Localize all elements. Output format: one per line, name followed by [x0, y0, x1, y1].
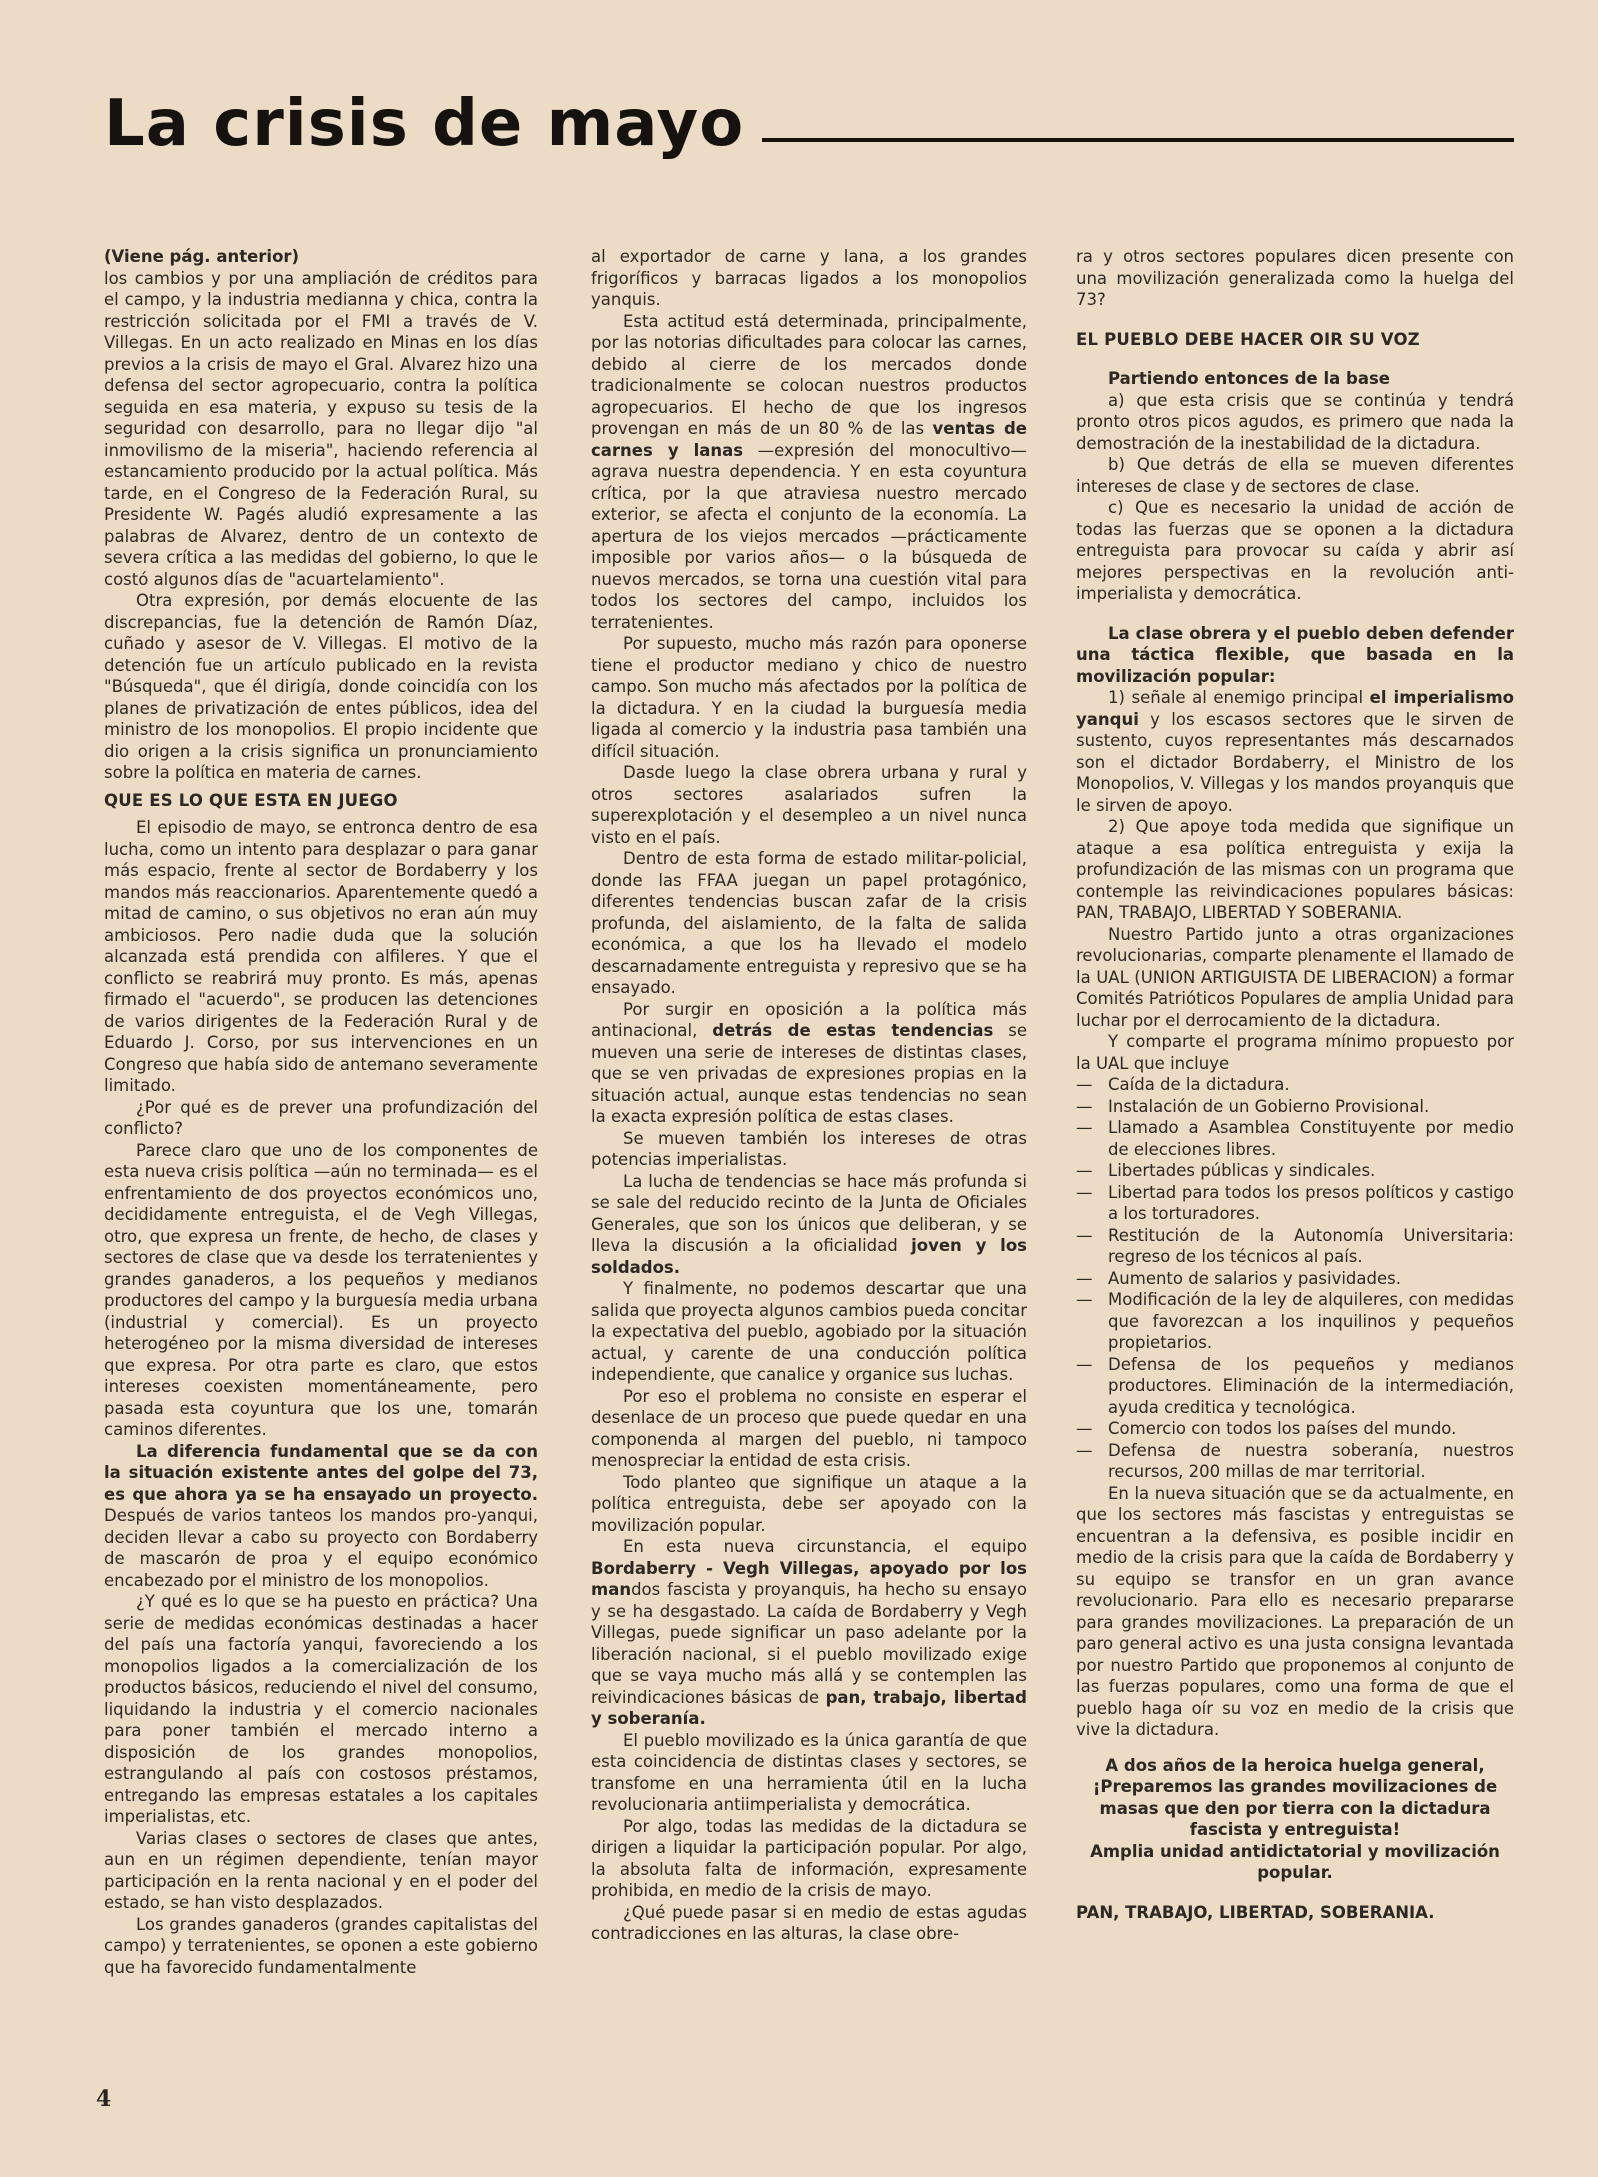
paragraph: [1076, 687, 1514, 816]
list-item: — Defensa de nuestra soberanía, nuestros recursos, 200 millas de mar territorial.: [1076, 1440, 1514, 1483]
text: y los escasos sectores que le sirven de sustento, cuyos representantes más descarnados son el dictador Bordaberry, el Ministro de los Monopolios, V. Villegas y los mandos proyanquis que le sirven de apoyo.: [1076, 709, 1514, 815]
list-item: — Libertad para todos los presos políticos y castigo a los torturadores.: [1076, 1182, 1514, 1225]
paragraph: c) Que es necesario la unidad de acción de todas las fuerzas que se oponen a la dictadura entreguista para provocar su caída y abrir así mejores perspectivas en la revolución anti-imperialista y democrática.: [1076, 498, 1514, 603]
continued-note: (Viene pág. anterior): [104, 247, 300, 266]
paragraph: Se mueven también los intereses de otras potencias imperialistas.: [591, 1128, 1027, 1169]
title-block: [104, 66, 1514, 161]
text: se mueven una serie de intereses de distintas clases, que se ven privadas de expresiones propias en la situación actual, aunque estas tendencias no sean la exacta expresión política de estas clases.: [591, 1021, 1027, 1126]
paragraph: El pueblo movilizado es la única garantía de que esta coincidencia de distintas clases y sectores, se transfome en una herramienta útil en la lucha revolucionaria antiimperialista y democrática.: [591, 1730, 1027, 1814]
paragraph: [591, 999, 1027, 1128]
paragraph: [104, 1441, 538, 1592]
bold-text: el imperialismo yanqui: [1076, 688, 1514, 729]
bold-text: Bordaberry - Vegh Villegas, apoyado por los man: [591, 1558, 1027, 1599]
text: La lucha de tendencias se hace más profunda si se sale del reducido recinto de la Junta de Oficiales Generales, que son los únicos que deliberan, y se lleva la discusión a la oficialidad: [591, 1171, 1027, 1255]
page-number: 4: [96, 2086, 112, 2112]
subheading: Partiendo entonces de la base: [1108, 369, 1390, 388]
closing-line: ¡Preparemos las grandes movilizaciones de masas que den por tierra con la dictadura fascista y entreguista!: [1092, 1777, 1498, 1839]
text: Después de varios tanteos los mandos pro-yanqui, deciden llevar a cabo su proyecto con Bordaberry de mascarón de proa y el equipo económico encabezado por el ministro de los monopolios.: [104, 1506, 538, 1590]
paragraph: ra y otros sectores populares dicen presente con una movilización generalizada como la huelga del 73?: [1076, 247, 1514, 309]
paragraph: [591, 311, 1027, 634]
text: Por surgir en oposición a la política más antinacional,: [591, 999, 1027, 1040]
section-heading: QUE ES LO QUE ESTA EN JUEGO: [104, 790, 398, 810]
paragraph: En la nueva situación que se da actualmente, en que los sectores más fascistas y entreguistas se encuentran a la defensiva, es posible incidir en medio de la crisis para que la caída de Bordaberry y su equipo se transfor en un gran avance revolucionario. Para ello es necesario prepararse para grandes movilizaciones. La preparación de un paro general activo es una justa consigna levantada por nuestro Partido que proponemos al conjunto de las fuerzas populares, como una forma de que el pueblo haga oír su voz en medio de la crisis que vive la dictadura.: [1076, 1483, 1514, 1739]
paragraph: El episodio de mayo, se entronca dentro de esa lucha, como un intento para desplazar o para ganar más espacio, frente al sector de Bordaberry y los mandos más reaccionarios. Aparentemente quedó a mitad de camino, o sus objetivos no eran aún muy ambiciosos. Pero nadie duda que la solución alcanzada está prendida con alfileres. Y que el conflicto se reabrirá muy pronto. Es más, apenas firmado el "acuerdo", se producen las detenciones de varios dirigentes de la Federación Rural y de Eduardo J. Corso, por sus intervenciones en un Congreso que había sido de antemano severamente limitado.: [104, 818, 538, 1095]
list-item: — Restitución de la Autonomía Universitaria: regreso de los técnicos al país.: [1076, 1225, 1514, 1268]
title-rule: [762, 138, 1514, 142]
bold-text: pan, trabajo, libertad y soberanía.: [591, 1687, 1027, 1728]
list-item: — Comercio con todos los países del mundo.: [1076, 1418, 1514, 1440]
list-item: — Instalación de un Gobierno Provisional.: [1076, 1096, 1514, 1118]
paragraph: a) que esta crisis que se continúa y tendrá pronto otros picos agudos, es primero que nada la demostración de la inestabilidad de la dictadura.: [1076, 390, 1514, 453]
program-list: [1076, 1074, 1514, 1483]
paragraph: Por supuesto, mucho más razón para oponerse tiene el productor mediano y chico de nuestro campo. Son mucho más afectados por la política de la dictadura. Y en la ciudad la burguesía media ligada al comercio y la industria pasa también una difícil situación.: [591, 634, 1027, 761]
paragraph: Nuestro Partido junto a otras organizaciones revolucionarias, comparte plenamente el llamado de la UAL (UNION ARTIGUISTA DE LIBERACION) a formar Comités Patrióticos Populares de amplia Unidad para luchar por el derrocamiento de la dictadura.: [1076, 924, 1514, 1030]
paragraph: Por algo, todas las medidas de la dictadura se dirigen a liquidar la participación popular. Por algo, la absoluta falta de información, expresamente prohibida, en medio de la crisis de mayo.: [591, 1816, 1027, 1900]
list-item: — Modificación de la ley de alquileres, con medidas que favorezcan a los inquilinos y pequeños propietarios.: [1076, 1289, 1514, 1354]
paragraph: Dentro de esta forma de estado militar-policial, donde las FFAA juegan un papel protagónico, diferentes tendencias buscan zafar de la crisis profunda, del aislamiento, de la falta de salida económica, a que los ha llevado el modelo descarnadamente entreguista y represivo que se ha ensayado.: [591, 849, 1027, 997]
paragraph: al exportador de carne y lana, a los grandes frigoríficos y barracas ligados a los monopolios yanquis.: [591, 247, 1027, 309]
paragraph: ¿Por qué es de prever una profundización del conflicto?: [104, 1097, 538, 1138]
paragraph: Todo planteo que signifique un ataque a la política entreguista, debe ser apoyado con la movilización popular.: [591, 1472, 1027, 1535]
column-2: [591, 246, 1027, 1945]
paragraph: ¿Qué puede pasar si en medio de estas agudas contradicciones en las alturas, la clase obre-: [591, 1902, 1027, 1943]
text: —expresión del monocultivo— agrava nuestra dependencia. Y en esta coyuntura crítica, por la que atraviesa nuestro mercado exterior, se afecta el conjunto de la economía. La apertura de los viejos mercados —prácticamente imposible por varios años— o la búsqueda de nuevos mercados, se torna una cuestión vital para todos los sectores del campo, incluidos los terratenientes.: [591, 440, 1027, 632]
closing-line: PAN, TRABAJO, LIBERTAD, SOBERANIA.: [1076, 1902, 1435, 1922]
text: En esta nueva circunstancia, el equipo: [623, 1537, 1027, 1556]
list-item: — Defensa de los pequeños y medianos productores. Eliminación de la intermediación, ayuda creditica y tecnológica.: [1076, 1354, 1514, 1419]
closing-line: Amplia unidad antidictatorial y movilización popular.: [1090, 1841, 1500, 1882]
bold-text: joven y los soldados.: [591, 1236, 1027, 1277]
bold-text: ventas de carnes y lanas: [591, 419, 1027, 460]
bold-text: detrás de estas tendencias: [712, 1021, 994, 1040]
paragraph: Los grandes ganaderos (grandes capitalistas del campo) y terratenientes, se oponen a este gobierno que ha favorecido fundamentalmente: [104, 1914, 538, 1977]
list-item: — Caída de la dictadura.: [1076, 1074, 1514, 1096]
paragraph: 2) Que apoye toda medida que signifique un ataque a esa política entreguista y exija la profundización de las mismas con un programa que contemple las reivindicaciones populares básicas: PAN, TRABAJO, LIBERTAD Y SOBERANIA.: [1076, 817, 1514, 922]
list-item: — Llamado a Asamblea Constituyente por medio de elecciones libres.: [1076, 1117, 1514, 1160]
list-item: — Libertades públicas y sindicales.: [1076, 1160, 1514, 1182]
page-title: La crisis de mayo: [104, 87, 745, 161]
paragraph: [591, 1536, 1027, 1730]
text: dos fascista y proyanquis, ha hecho su ensayo y se ha desgastado. La caída de Bordaberry y Vegh Villegas, puede significar un paso adelante por la liberación nacional, si el pueblo movilizado exige que se vaya mucho más allá y se contemplen las reivindicaciones básicas de: [591, 1580, 1027, 1707]
paragraph: Y finalmente, no podemos descartar que una salida que proyecta algunos cambios pueda concitar la expectativa del pueblo, agobiado por la situación actual, y carente de una conducción política independiente, que canalice y organice sus luchas.: [591, 1279, 1027, 1384]
column-3: [1076, 246, 1514, 1923]
paragraph: b) Que detrás de ella se mueven diferentes intereses de clase y de sectores de clase.: [1076, 455, 1514, 496]
paragraph: Dasde luego la clase obrera urbana y rural y otros sectores asalariados sufren la superexplotación y el desempleo a un nivel nunca visto en el país.: [591, 763, 1027, 847]
paragraph: [591, 1171, 1027, 1279]
paragraph: ¿Y qué es lo que se ha puesto en práctica? Una serie de medidas económicas destinadas a hacer del país una factoría yanqui, favoreciendo a los monopolios ligados a la comercialización de los productos básicos, reduciendo el nivel del consumo, liquidando la industria y el comercio nacionales para poner también el mercado interno a disposición de los grandes monopolios, estrangulando al país con costosos préstamos, entregando las empresas estatales a los capitales imperialistas, etc.: [104, 1592, 538, 1826]
paragraph: Y comparte el programa mínimo propuesto por la UAL que incluye: [1076, 1032, 1514, 1073]
paragraph: los cambios y por una ampliación de créditos para el campo, y la industria medianna y chica, contra la restricción solicitada por el FMI a través de V. Villegas. En un acto realizado en Minas en los días previos a la crisis de mayo el Gral. Alvarez hizo una defensa del sector agropecuario, contra la política seguida en esa materia, y expuso su tesis de la seguridad con desarrollo, para no llegar dijo "al inmovilismo de la miseria", haciendo referencia al estancamiento producido por la actual política. Más tarde, en el Congreso de la Federación Rural, su Presidente W. Pagés aludió expresamente a las palabras de Alvarez, dentro de un contexto de severa crítica a las medidas del gobierno, lo que le costó algunos días de "acuartelamiento".: [104, 268, 538, 589]
paragraph: Parece claro que uno de los componentes de esta nueva crisis política —aún no terminada— es el enfrentamiento de dos proyectos económicos uno, decididamente entreguista, el de Vegh Villegas, otro, que expresa un frente, de hecho, de clases y sectores de clase que va desde los terratenientes y grandes ganaderos, a los pequeños y medianos productores del campo y la burguesía media urbana (industrial y comercial). Es un proyecto heterogéneo por la misma diversidad de intereses que expresa. Por otra parte es claro, que estos intereses coexisten momentáneamente, pero pasada esta coyuntura que los une, tomarán caminos diferentes.: [104, 1140, 538, 1439]
subheading: La clase obrera y el pueblo deben defender una táctica flexible, que basada en la movilización popular:: [1076, 623, 1514, 686]
column-1: [104, 246, 538, 1978]
paragraph: Otra expresión, por demás elocuente de las discrepancias, fue la detención de Ramón Díaz, cuñado y asesor de V. Villegas. El motivo de la detención fue un artículo publicado en la revista "Búsqueda", que él dirigía, donde coincidía con los planes de privatización de entes públicos, idea del ministro de los monopolios. El propio incidente que dio origen a la crisis significa un pronunciamiento sobre la política en materia de carnes.: [104, 591, 538, 782]
bold-text: La diferencia fundamental que se da con la situación existente antes del golpe del 73, es que ahora ya se ha ensayado un proyecto.: [104, 1441, 538, 1504]
paragraph: Por eso el problema no consiste en esperar el desenlace de un proceso que puede quedar en una componenda al margen del pueblo, ni tampoco menospreciar la entidad de esta crisis.: [591, 1386, 1027, 1470]
closing-line: A dos años de la heroica huelga general,: [1105, 1755, 1485, 1775]
text: 1) señale al enemigo principal: [1108, 688, 1370, 707]
list-item: — Aumento de salarios y pasividades.: [1076, 1268, 1514, 1290]
paragraph: Varias clases o sectores de clases que antes, aun en un régimen dependiente, tenían mayor participación en la renta nacional y en el poder del estado, se han visto desplazados.: [104, 1828, 538, 1912]
closing-slogans: [1076, 1755, 1514, 1924]
section-heading: EL PUEBLO DEBE HACER OIR SU VOZ: [1076, 329, 1420, 349]
text: Esta actitud está determinada, principalmente, por las notorias dificultades para colocar las carnes, debido al cierre de los mercados donde tradicionalmente se colocan nuestros productos agropecuarios. El hecho de que los ingresos provengan en más de un 80 % de las: [591, 311, 1027, 438]
